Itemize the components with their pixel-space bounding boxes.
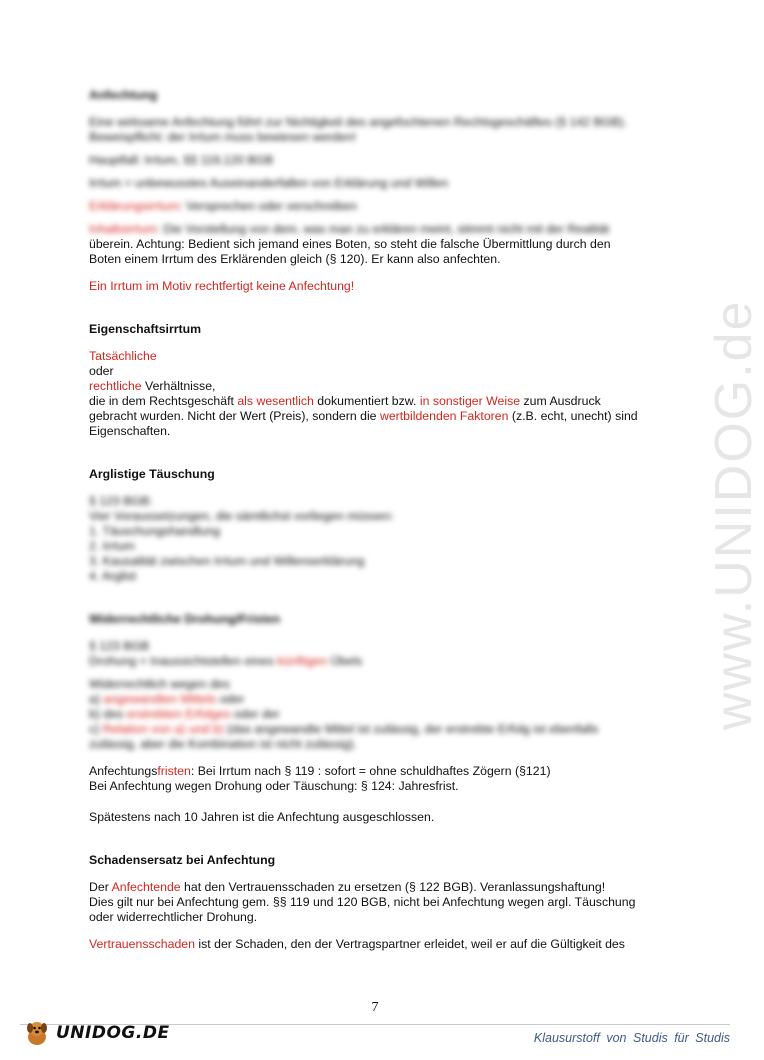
anfechtung-intro-1: Eine wirksame Anfechtung führt zur Nichtigkeit des angefochtenen Rechtsgeschäftes (§ 142 BGB). [89, 115, 627, 129]
eigenschaft-line-2: oder [89, 364, 114, 378]
drohung-c-suffix: (das angewandte Mittel ist zulässig, der erstrebte Erfolg ist ebenfalls [223, 722, 599, 736]
drohung-c-prefix: c) [89, 722, 103, 736]
eigenschaft-line-6: Eigenschaften. [89, 424, 171, 438]
eigenschaft-line-5 [89, 409, 659, 424]
schadensersatz-l4-b: ist der Schaden, den der Vertragspartner erleidet, weil er auf die Gültigkeit des [194, 937, 625, 951]
spaetestens-line: Spätestens nach 10 Jahren ist die Anfechtung ausgeschlossen. [89, 810, 435, 824]
section-heading-eigenschaftsirrtum: Eigenschaftsirrtum [89, 322, 202, 336]
drohung-b-prefix: b) des [89, 707, 127, 721]
inhaltsirrtum-continuation-1: überein. Achtung: Bedient sich jemand eines Boten, so steht die falsche Übermittlung durch den [89, 237, 611, 251]
drohung-a-prefix: a) [89, 692, 104, 706]
eigenschaft-line-4-b: dokumentiert bzw. [313, 394, 420, 408]
kuenftigen-term: künftigen [277, 654, 328, 668]
section-heading-anfechtung: Anfechtung [89, 88, 158, 102]
drohung-definition [89, 654, 659, 669]
section-heading-arglistige-taeuschung: Arglistige Täuschung [89, 467, 215, 481]
erklaerungsirrtum-text: : Versprechen oder verschreiben [179, 199, 357, 213]
wertbildende-faktoren-term: wertbildenden Faktoren [379, 409, 509, 423]
drohung-b-term: erstrebten Erfolges [126, 707, 231, 721]
vertrauensschaden-term: Vertrauensschaden [89, 937, 195, 951]
eigenschaft-line-3-rest: Verhältnisse, [141, 379, 216, 393]
schadensersatz-l1-b: hat den Vertrauensschaden zu ersetzen (§ 122 BGB). Veranlassungshaftung! [180, 880, 606, 894]
eigenschaft-line-5-b: (z.B. echt, unecht) sind [508, 409, 638, 423]
section-heading-drohung: Widerrechtliche Drohung/Fristen [89, 612, 281, 626]
fristen-text: : Bei Irrtum nach § 119 : sofort = ohne schuldhaftes Zögern (§121) [190, 764, 551, 778]
anfechtung-hauptfall: Hauptfall: Irrtum, §§ 119,120 BGB [89, 153, 274, 167]
arglist-item: 4. Arglist [89, 569, 137, 583]
erklaerungsirrtum-term: Erklärungsirrtum [89, 199, 180, 213]
eigenschaft-line-1: Tatsächliche [89, 349, 157, 363]
drohung-a-term: angewandten Mittels [103, 692, 217, 706]
arglist-voraussetzungen: Vier Voraussetzungen, die sämtlichst vorliegen müssen: [89, 509, 394, 523]
eigenschaft-line-3 [89, 379, 659, 394]
anfechtung-intro-2: Beweispflicht: der Irrtum muss bewiesen werden! [89, 130, 357, 144]
inhaltsirrtum-line [89, 222, 659, 237]
arglist-item: 1. Täuschungshandlung [89, 524, 221, 538]
widerrechtlich-line: Widerrechtlich wegen des [89, 677, 230, 691]
unidog-logo [22, 1016, 170, 1050]
drohung-item-b [89, 707, 659, 722]
anfechtende-term: Anfechtende [111, 880, 181, 894]
drohung-def-b: Übels [327, 654, 363, 668]
eigenschaft-line-5-a: gebracht wurden. Nicht der Wert (Preis), sondern die [89, 409, 380, 423]
rechtliche-term: rechtliche [89, 379, 142, 393]
drohung-a-suffix: oder [216, 692, 245, 706]
anfechtungsfristen-line [89, 764, 659, 779]
logo-text: UNIDOG.DE [56, 1023, 170, 1043]
fristen-line-2: Bei Anfechtung wegen Drohung oder Täuschung: § 124: Jahresfrist. [89, 779, 459, 793]
schadensersatz-line-2: Dies gilt nur bei Anfechtung gem. §§ 119 und 120 BGB, nicht bei Anfechtung wegen argl. Täuschung [89, 895, 636, 909]
erklaerungsirrtum-line [89, 199, 659, 214]
drohung-item-a [89, 692, 659, 707]
drohung-b-suffix: oder der [230, 707, 280, 721]
eigenschaft-line-4-c: zum Ausdruck [520, 394, 601, 408]
inhaltsirrtum-continuation-2: Boten einem Irrtum des Erklärenden gleich (§ 120). Er kann also anfechten. [89, 252, 501, 266]
anfechtung-irrtum-definition: Irrtum = unbewusstes Auseinanderfallen von Erklärung und Willen [89, 176, 449, 190]
footer-tagline: Klausurstoff von Studis für Studis [533, 1031, 730, 1045]
schadensersatz-line-4 [89, 937, 659, 952]
arglist-item: 2. Irrtum [89, 539, 135, 553]
drohung-paragraph: § 123 BGB [89, 639, 150, 653]
fristen-term: fristen [157, 764, 191, 778]
inhaltsirrtum-text: : Die Vorstellung von dem, was man zu erklären meint, stimmt nicht mit der Realität [156, 222, 610, 236]
drohung-item-c-continuation: zulässig, aber die Kombination ist nicht zulässig). [89, 737, 357, 751]
sonstiger-weise-term: in sonstiger Weise [419, 394, 521, 408]
inhaltsirrtum-term: Inhaltsirrtum [89, 222, 157, 236]
als-wesentlich-term: als wesentlich [237, 394, 314, 408]
schadensersatz-line-3: oder widerrechtlicher Drohung. [89, 910, 258, 924]
drohung-def-a: Drohung = Inaussichtstellen eines [89, 654, 278, 668]
arglist-item: 3. Kausalität zwischen Irrtum und Willenserklärung [89, 554, 365, 568]
fristen-prefix: Anfechtungs [89, 764, 158, 778]
schadensersatz-l1-a: Der [89, 880, 112, 894]
drohung-c-term: Relation von a) und b) [102, 722, 224, 736]
section-heading-schadensersatz: Schadensersatz bei Anfechtung [89, 853, 276, 867]
dog-mascot-icon [22, 1018, 52, 1048]
drohung-item-c [89, 722, 659, 737]
arglist-paragraph: § 123 BGB: [89, 494, 153, 508]
eigenschaft-line-4-a: die in dem Rechtsgeschäft [89, 394, 238, 408]
watermark-text: www.UNIDOG.de [705, 299, 763, 730]
motiv-irrtum-note: Ein Irrtum im Motiv rechtfertigt keine Anfechtung! [89, 279, 355, 293]
schadensersatz-line-1 [89, 880, 659, 895]
page-number: 7 [371, 1000, 379, 1015]
page-content [89, 88, 659, 952]
eigenschaft-line-4 [89, 394, 659, 409]
